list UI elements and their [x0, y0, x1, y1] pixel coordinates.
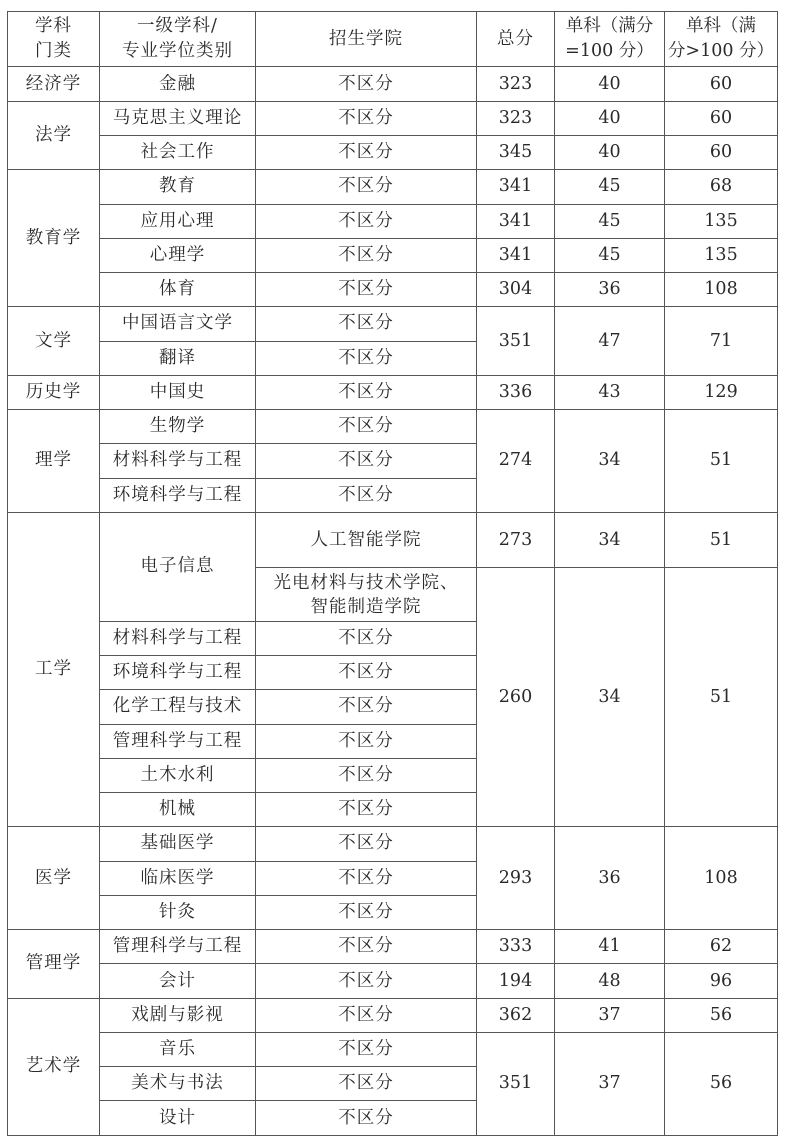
single-over100-cell: 51: [665, 512, 778, 567]
discipline-cell: 翻译: [100, 341, 256, 375]
header-college: 招生学院: [256, 12, 477, 67]
table-row: [8, 375, 778, 409]
discipline-cell: 金融: [100, 67, 256, 101]
single-100-cell: 37: [555, 1032, 665, 1135]
college-cell: 不区分: [256, 724, 477, 758]
discipline-cell: 应用心理: [100, 204, 256, 238]
single-over100-cell: 62: [665, 930, 778, 964]
single-100-cell: 40: [555, 101, 665, 135]
single-over100-cell: 129: [665, 375, 778, 409]
single-over100-cell: 60: [665, 135, 778, 169]
table-row: [8, 135, 778, 169]
college-line1: 光电材料与技术学院、: [273, 572, 459, 593]
table-row: [8, 170, 778, 204]
discipline-cell: 临床医学: [100, 861, 256, 895]
header-category-line1: 学科: [35, 16, 72, 37]
discipline-cell: 社会工作: [100, 135, 256, 169]
college-cell: 不区分: [256, 238, 477, 272]
table-row: [8, 273, 778, 307]
single-100-cell: 34: [555, 410, 665, 513]
discipline-cell: 设计: [100, 1101, 256, 1136]
header-single-100: [555, 12, 665, 67]
total-cell: 345: [477, 135, 555, 169]
single-over100-cell: 60: [665, 101, 778, 135]
category-cell: 医学: [8, 827, 100, 930]
discipline-cell: 中国史: [100, 375, 256, 409]
single-100-cell: 40: [555, 135, 665, 169]
discipline-cell: 环境科学与工程: [100, 478, 256, 512]
discipline-cell: 材料科学与工程: [100, 621, 256, 655]
single-over100-cell: 108: [665, 273, 778, 307]
discipline-cell: 机械: [100, 793, 256, 827]
total-cell: 351: [477, 307, 555, 376]
college-cell: 不区分: [256, 170, 477, 204]
single-100-cell: 36: [555, 273, 665, 307]
discipline-cell: 针灸: [100, 895, 256, 929]
category-cell: 教育学: [8, 170, 100, 307]
single-over100-cell: 135: [665, 204, 778, 238]
header-discipline-line2: 专业学位类别: [122, 41, 233, 62]
single-over100-cell: 96: [665, 964, 778, 998]
header-discipline: [100, 12, 256, 67]
discipline-cell: 马克思主义理论: [100, 101, 256, 135]
header-discipline-line1: 一级学科/: [137, 16, 218, 37]
total-cell: 323: [477, 67, 555, 101]
table-row: [8, 512, 778, 567]
total-cell: 336: [477, 375, 555, 409]
single-100-cell: 41: [555, 930, 665, 964]
table-row: [8, 410, 778, 444]
single-100-cell: 48: [555, 964, 665, 998]
total-cell: 333: [477, 930, 555, 964]
college-cell: 不区分: [256, 930, 477, 964]
category-cell: 法学: [8, 101, 100, 170]
discipline-cell: 电子信息: [100, 512, 256, 621]
category-cell: 理学: [8, 410, 100, 513]
single-over100-cell: 51: [665, 568, 778, 827]
discipline-cell: 基础医学: [100, 827, 256, 861]
discipline-cell: 环境科学与工程: [100, 656, 256, 690]
single-over100-cell: 135: [665, 238, 778, 272]
college-cell: 不区分: [256, 341, 477, 375]
college-cell: 不区分: [256, 621, 477, 655]
college-cell: 不区分: [256, 827, 477, 861]
college-cell: 不区分: [256, 101, 477, 135]
discipline-cell: 教育: [100, 170, 256, 204]
category-cell: 经济学: [8, 67, 100, 101]
discipline-cell: 生物学: [100, 410, 256, 444]
total-cell: 274: [477, 410, 555, 513]
college-cell: 不区分: [256, 758, 477, 792]
college-line2: 智能制造学院: [310, 596, 422, 617]
total-cell: 293: [477, 827, 555, 930]
header-total: 总分: [477, 12, 555, 67]
single-100-cell: 40: [555, 67, 665, 101]
header-single-100-line2: =100 分）: [565, 41, 654, 62]
header-single-over100: [665, 12, 778, 67]
discipline-cell: 音乐: [100, 1032, 256, 1066]
category-cell: 管理学: [8, 930, 100, 999]
table-row: [8, 204, 778, 238]
single-100-cell: 43: [555, 375, 665, 409]
single-over100-cell: 56: [665, 998, 778, 1032]
table-row: [8, 101, 778, 135]
discipline-cell: 心理学: [100, 238, 256, 272]
table-row: [8, 1032, 778, 1066]
single-100-cell: 34: [555, 568, 665, 827]
discipline-cell: 管理科学与工程: [100, 930, 256, 964]
college-cell: [256, 568, 477, 621]
discipline-cell: 化学工程与技术: [100, 690, 256, 724]
table-row: [8, 964, 778, 998]
table-row: [8, 827, 778, 861]
total-cell: 341: [477, 238, 555, 272]
category-cell: 艺术学: [8, 998, 100, 1135]
college-cell: 不区分: [256, 478, 477, 512]
total-cell: 304: [477, 273, 555, 307]
discipline-cell: 体育: [100, 273, 256, 307]
college-cell: 不区分: [256, 375, 477, 409]
college-cell: 不区分: [256, 964, 477, 998]
total-cell: 273: [477, 512, 555, 567]
college-cell: 不区分: [256, 1067, 477, 1101]
table-row: [8, 998, 778, 1032]
total-cell: 362: [477, 998, 555, 1032]
college-cell: 不区分: [256, 273, 477, 307]
discipline-cell: 管理科学与工程: [100, 724, 256, 758]
score-table: [7, 11, 778, 1136]
college-cell: 不区分: [256, 1101, 477, 1136]
single-100-cell: 45: [555, 204, 665, 238]
college-cell: 不区分: [256, 204, 477, 238]
college-cell: 不区分: [256, 895, 477, 929]
single-100-cell: 34: [555, 512, 665, 567]
single-over100-cell: 71: [665, 307, 778, 376]
total-cell: 194: [477, 964, 555, 998]
single-100-cell: 45: [555, 170, 665, 204]
discipline-cell: 会计: [100, 964, 256, 998]
header-single-100-line1: 单科（满分: [565, 16, 654, 37]
single-100-cell: 45: [555, 238, 665, 272]
single-over100-cell: 68: [665, 170, 778, 204]
category-cell: 工学: [8, 512, 100, 826]
college-cell: 不区分: [256, 690, 477, 724]
table-row: [8, 238, 778, 272]
table-row: [8, 930, 778, 964]
college-cell: 不区分: [256, 67, 477, 101]
header-single-over100-line2: 分>100 分）: [667, 41, 775, 62]
single-100-cell: 47: [555, 307, 665, 376]
college-cell: 不区分: [256, 793, 477, 827]
category-cell: 历史学: [8, 375, 100, 409]
college-cell: 不区分: [256, 307, 477, 341]
total-cell: 341: [477, 204, 555, 238]
discipline-cell: 美术与书法: [100, 1067, 256, 1101]
category-cell: 文学: [8, 307, 100, 376]
total-cell: 323: [477, 101, 555, 135]
header-category-line2: 门类: [35, 41, 72, 62]
college-cell: 不区分: [256, 444, 477, 478]
single-100-cell: 37: [555, 998, 665, 1032]
total-cell: 341: [477, 170, 555, 204]
header-row: [8, 12, 778, 67]
college-cell: 不区分: [256, 656, 477, 690]
college-cell: 不区分: [256, 410, 477, 444]
college-cell: 不区分: [256, 998, 477, 1032]
total-cell: 260: [477, 568, 555, 827]
header-category: [8, 12, 100, 67]
college-cell: 不区分: [256, 861, 477, 895]
single-over100-cell: 60: [665, 67, 778, 101]
table-row: [8, 307, 778, 341]
college-cell: 不区分: [256, 1032, 477, 1066]
single-over100-cell: 108: [665, 827, 778, 930]
total-cell: 351: [477, 1032, 555, 1135]
single-100-cell: 36: [555, 827, 665, 930]
college-cell: 不区分: [256, 135, 477, 169]
discipline-cell: 中国语言文学: [100, 307, 256, 341]
header-single-over100-line1: 单科（满: [686, 16, 756, 37]
table-row: [8, 67, 778, 101]
single-over100-cell: 51: [665, 410, 778, 513]
discipline-cell: 材料科学与工程: [100, 444, 256, 478]
discipline-cell: 土木水利: [100, 758, 256, 792]
discipline-cell: 戏剧与影视: [100, 998, 256, 1032]
single-over100-cell: 56: [665, 1032, 778, 1135]
college-cell: 人工智能学院: [256, 512, 477, 567]
